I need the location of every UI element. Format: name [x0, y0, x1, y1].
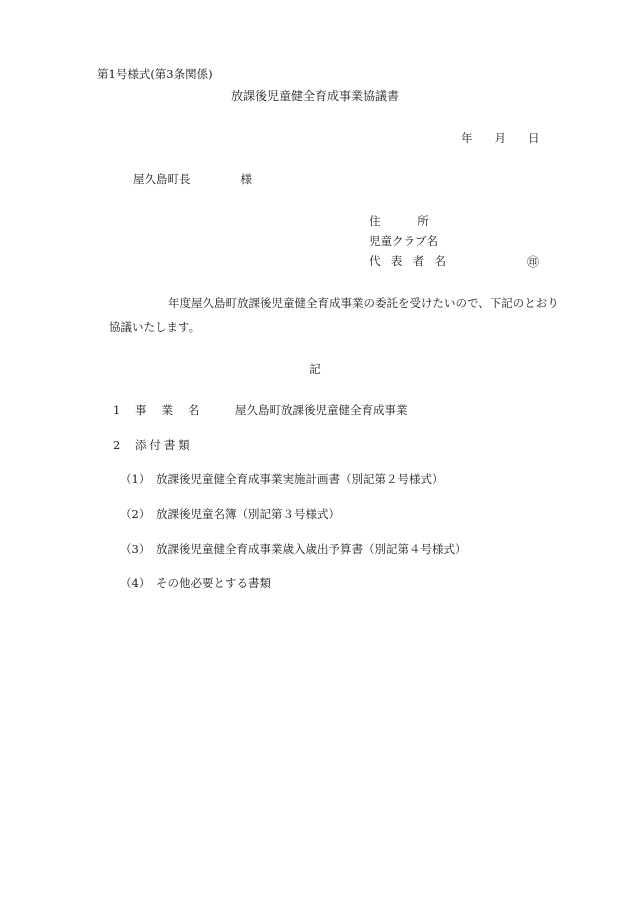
address-label: 住所: [369, 214, 466, 228]
form-number: 第1号様式(第3条関係): [97, 67, 213, 81]
addressee: [133, 174, 252, 186]
representative-label: 代表者名: [369, 254, 457, 268]
attachment-text: その他必要とする書類: [156, 576, 271, 590]
club-name-label: 児童クラブ名: [369, 234, 438, 248]
date-day-label: 日: [528, 131, 540, 145]
attachment-text: 放課後児童健全育成事業歳入歳出予算書（別記第４号様式）: [156, 542, 467, 556]
item-label: 事業名: [135, 403, 215, 417]
attachment-text: 放課後児童健全育成事業実施計画書（別記第２号様式）: [156, 472, 444, 486]
ki-heading: 記: [309, 362, 321, 376]
item-value: 屋久島町放課後児童健全育成事業: [235, 403, 408, 417]
item-attachments: [113, 440, 193, 452]
attachment-number: （4）: [120, 576, 151, 590]
attachment-number: （2）: [120, 507, 151, 521]
document-title: 放課後児童健全育成事業協議書: [230, 89, 399, 103]
attachment-item: [120, 544, 467, 556]
attachment-item: [120, 474, 444, 486]
item-project-name: [113, 405, 408, 417]
attachment-text: 放課後児童名簿（別記第３号様式）: [156, 507, 340, 521]
addressee-name: 屋久島町長: [133, 172, 191, 186]
attachment-item: [120, 578, 271, 590]
body-text-line-2: 協議いたします。: [109, 320, 201, 334]
seal-mark: ㊞: [527, 255, 540, 269]
date-line: [461, 133, 540, 145]
applicant-fields: [369, 216, 466, 276]
attachment-number: （3）: [120, 542, 151, 556]
date-month-label: 月: [494, 131, 506, 145]
attachment-item: [120, 509, 340, 521]
item-number: 1: [113, 403, 121, 417]
addressee-honorific: 様: [240, 172, 252, 186]
attachment-number: （1）: [120, 472, 151, 486]
item-number: 2: [113, 438, 121, 452]
body-text-line-1: 年度屋久島町放課後児童健全育成事業の委託を受けたいので、下記のとおり: [168, 296, 559, 310]
item-label: 添付書類: [135, 438, 193, 452]
date-year-label: 年: [461, 131, 473, 145]
